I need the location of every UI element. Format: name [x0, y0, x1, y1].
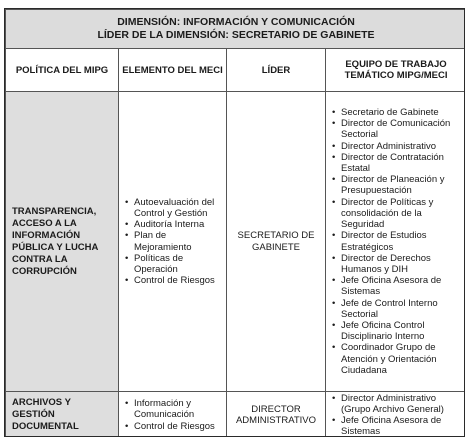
document-sheet — [4, 8, 465, 437]
politica-cell: TRANSPARENCIA, ACCESO A LA INFORMACIÓN PÚBLICA Y LUCHA CONTRA LA CORRUPCIÓN — [6, 92, 119, 392]
list-item: • Jefe Oficina Control Disciplinario Interno — [341, 320, 464, 342]
list-item: • Director de Estudios Estratégicos — [341, 230, 464, 252]
politica-cell: ARCHIVOS Y GESTIÓN DOCUMENTAL — [6, 392, 119, 438]
list-item: • Director de Planeación y Presupuestación — [341, 174, 464, 196]
elemento-list — [119, 197, 226, 287]
equipo-cell — [326, 392, 466, 438]
column-header-row — [6, 49, 466, 92]
equipo-cell — [326, 92, 466, 392]
dimension-title: DIMENSIÓN: INFORMACIÓN Y COMUNICACIÓN — [117, 16, 355, 28]
elemento-list — [119, 398, 226, 432]
col-header-elemento: ELEMENTO DEL MECI — [119, 49, 227, 92]
dimension-banner-row — [6, 10, 466, 49]
list-item: • Autoevaluación del Control y Gestión — [134, 197, 224, 219]
list-item: • Director de Comunicación Sectorial — [341, 118, 464, 140]
list-item: • Jefe Oficina Asesora de Sistemas — [341, 415, 464, 437]
table-row — [6, 392, 466, 438]
col-header-lider: LÍDER — [227, 49, 326, 92]
equipo-list — [326, 393, 465, 437]
list-item: • Director Administrativo (Grupo Archivo General) — [341, 393, 464, 415]
lider-cell: SECRETARIO DE GABINETE — [227, 92, 326, 392]
list-item: • Auditoría Interna — [134, 219, 224, 230]
dimension-banner — [6, 10, 466, 49]
list-item: • Coordinador Grupo de Atención y Orientación Ciudadana — [341, 342, 464, 376]
list-item: • Control de Riesgos — [134, 421, 224, 432]
list-item: • Director de Contratación Estatal — [341, 152, 464, 174]
list-item: • Director de Políticas y consolidación de la Seguridad — [341, 197, 464, 231]
col-header-equipo: EQUIPO DE TRABAJO TEMÁTICO MIPG/MECI — [326, 49, 466, 92]
list-item: • Información y Comunicación — [134, 398, 224, 420]
list-item: • Secretario de Gabinete — [341, 107, 464, 118]
list-item: • Plan de Mejoramiento — [134, 230, 224, 252]
equipo-list — [326, 107, 465, 376]
elemento-cell — [119, 92, 227, 392]
list-item: • Jefe de Control Interno Sectorial — [341, 298, 464, 320]
elemento-cell — [119, 392, 227, 438]
list-item: • Director Administrativo — [341, 141, 464, 152]
mipg-table — [5, 9, 465, 437]
list-item: • Jefe Oficina Asesora de Sistemas — [341, 275, 464, 297]
list-item: • Políticas de Operación — [134, 253, 224, 275]
table-row — [6, 92, 466, 392]
col-header-politica: POLÍTICA DEL MIPG — [6, 49, 119, 92]
list-item: • Director de Derechos Humanos y DIH — [341, 253, 464, 275]
lider-cell: DIRECTOR ADMINISTRATIVO — [227, 392, 326, 438]
list-item: • Control de Riesgos — [134, 275, 224, 286]
dimension-leader: LÍDER DE LA DIMENSIÓN: SECRETARIO DE GABINETE — [97, 29, 375, 41]
